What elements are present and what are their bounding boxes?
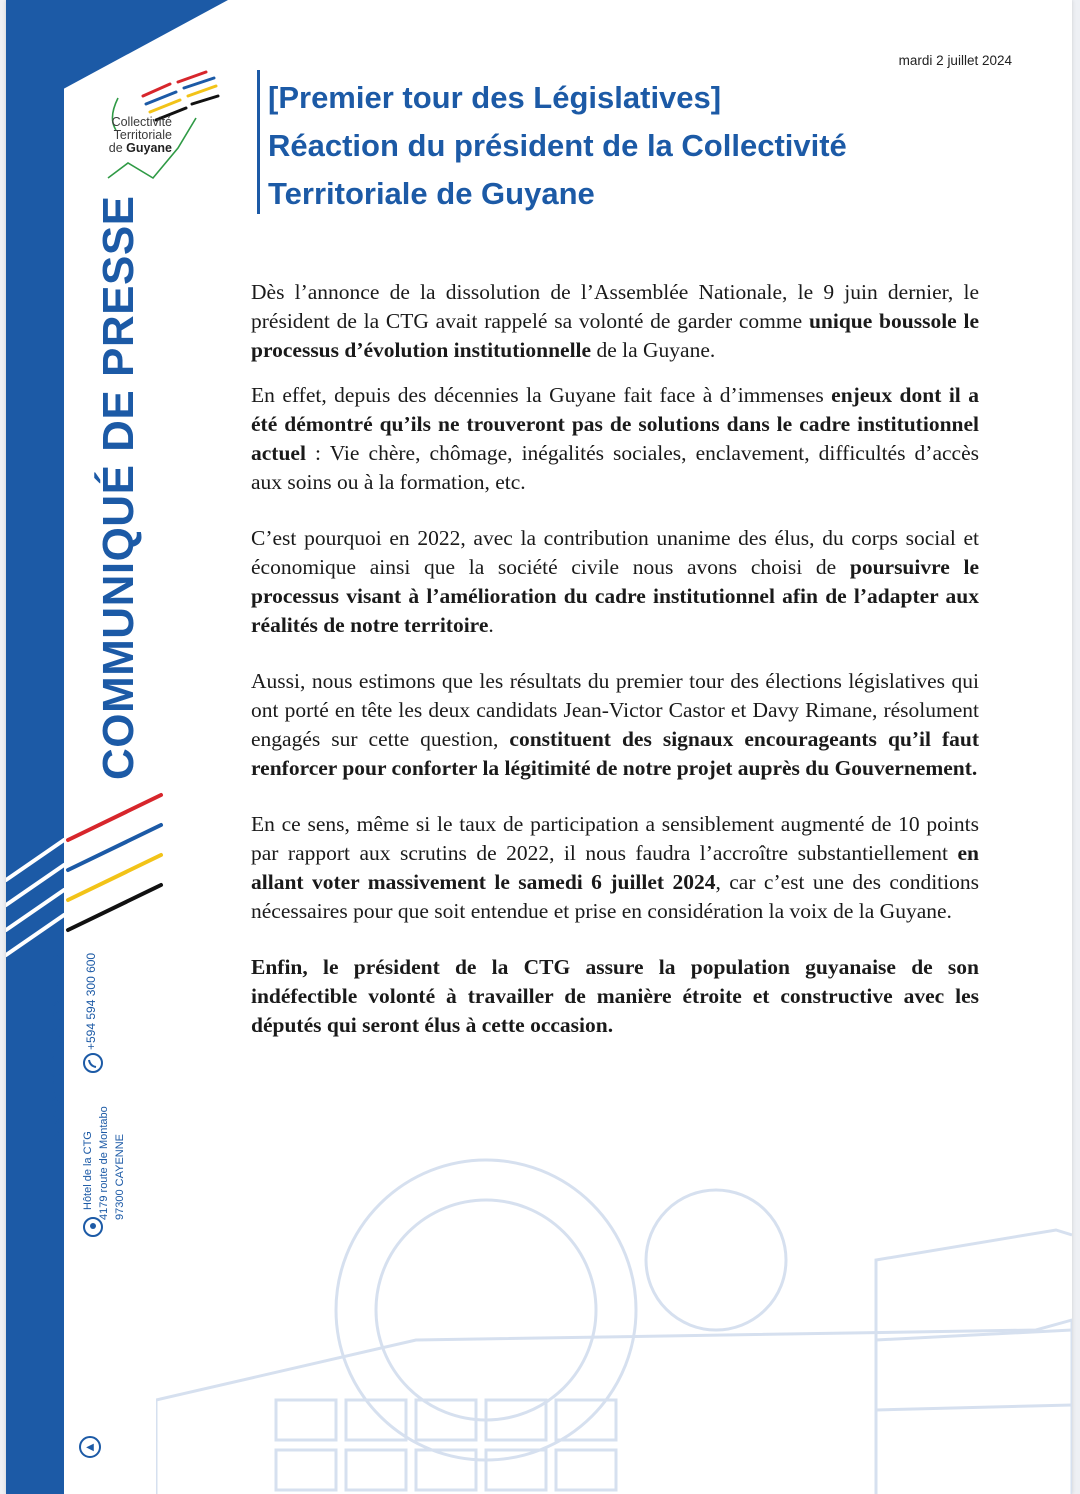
title-line-1: [Premier tour des Législatives] [268, 80, 722, 115]
title-line-2: Réaction du président de la Collectivité [268, 128, 847, 163]
address-line-1: Hôtel de la CTG [82, 1131, 94, 1210]
paragraph-6: Enfin, le président de la CTG assure la population guyanaise de son indéfectible volonté à travailler de manière étroite et constructive avec les députés qui seront élus à cette occasion. [251, 955, 979, 1037]
address-line-2: 4179 route de Montabo [98, 1106, 110, 1220]
logo-line-3: de Guyane [108, 141, 172, 155]
paragraph-5: En ce sens, même si le taux de participation a sensiblement augmenté de 10 points par rapport aux scrutins de 2022, il nous faudra l’accroître substantiellement en allant voter massivement le samedi 6 juillet 2024, car c’est une des conditions nécessaires pour que soit entendue et prise en considération la voix de la Guyane. [251, 812, 979, 923]
page-title [268, 74, 1008, 218]
paragraph-1: Dès l’annonce de la dissolution de l’Assemblée Nationale, le 9 juin dernier, le président de la CTG avait rappelé sa volonté de garder comme unique boussole le processus d’évolution institutionnelle de la Guyane. [251, 280, 979, 362]
website-link[interactable]: WWW.CTGUYANE.FR [48, 951, 67, 1142]
address-line-3: 97300 CAYENNE [114, 1133, 126, 1220]
publication-date: mardi 2 juillet 2024 [898, 53, 1012, 68]
phone-number: +594 594 300 600 [84, 952, 98, 1050]
paragraph-4: Aussi, nous estimons que les résultats du premier tour des élections législatives qui ont porté en tête les deux candidats Jean-Victor Castor et Davy Rimane, résolument engagés sur cette question, constituent des signaux encourageants qu’il faut renforcer pour conforter la légitimité de notre projet auprès du Gouvernement. [251, 669, 980, 780]
building-watermark [156, 1140, 1072, 1494]
headline-accent-bar [257, 70, 260, 214]
title-line-3: Territoriale de Guyane [268, 176, 595, 211]
paragraph-2: En effet, depuis des décennies la Guyane fait face à d’immenses enjeux dont il a été démontré qu’ils ne trouveront pas de solutions dans le cadre institutionnel actuel : Vie chère, chômage, inégalités sociales, enclavement, difficultés d’accès aux soins ou à la formation, etc. [251, 383, 979, 494]
logo-text [100, 116, 172, 155]
social-icon[interactable]: ◀ [79, 1436, 101, 1458]
logo-line-1: Collectivité [111, 115, 172, 129]
logo-line-2: Territoriale [113, 128, 172, 142]
phone-icon [82, 1052, 104, 1074]
communique-de-presse-title: COMMUNIQUÉ DE PRESSE [94, 195, 143, 780]
paragraph-3: C’est pourquoi en 2022, avec la contribution unanime des élus, du corps social et économique ainsi que la société civile nous avons choisi de poursuivre le processus visant à l’amélioration du cadre institutionnel afin de l’adapter aux réalités de notre territoire. [251, 526, 980, 637]
press-release-body [251, 278, 979, 1056]
press-release-page [6, 0, 1072, 1494]
